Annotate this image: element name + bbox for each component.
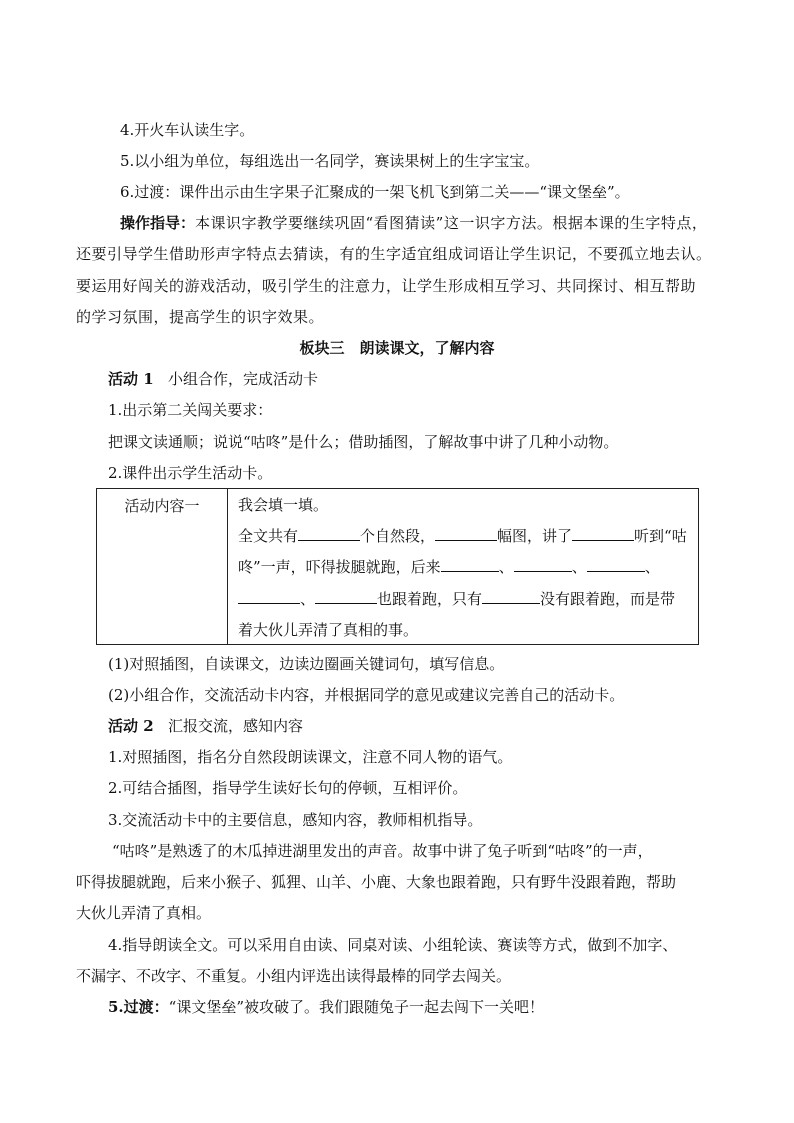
card-text: 幅图，讲了 — [497, 527, 573, 545]
summary-line-1: “咕咚”是熟透了的木瓜掉进湖里发出的声音。故事中讲了兔子听到“咕咚”的一声， — [112, 842, 653, 860]
blank-animal-2[interactable] — [514, 557, 572, 572]
card-text: 咚”一声，吓得拔腿就跑，后来 — [238, 558, 441, 576]
card-text: 、 — [498, 558, 514, 576]
blank-animal-5[interactable] — [315, 589, 377, 604]
transition-line — [108, 997, 544, 1017]
activity-card-header-cell — [97, 489, 228, 645]
step-6-text: 6.过渡：课件出示由生字果子汇聚成的一架飞机飞到第二关——“课文堡垒”。 — [120, 183, 630, 201]
after-table-2: (2)小组合作，交流活动卡内容，并根据同学的意见或建议完善自己的活动卡。 — [108, 686, 625, 704]
card-text: 没有跟着跑，而是带 — [540, 590, 676, 608]
card-text: 也跟着跑，只有 — [377, 590, 483, 608]
card-line-3 — [238, 557, 660, 577]
activity-card-header: 活动内容一 — [124, 497, 200, 515]
activity-2-title: 汇报交流，感知内容 — [167, 717, 303, 735]
activity-2-heading — [108, 716, 303, 736]
activity-1-label: 活动 1 — [108, 370, 154, 388]
card-text: 个自然段， — [360, 527, 436, 545]
guidance-text: 本课识字教学要继续巩固“看图猜读”这一识字方法。根据本课的生字特点， — [195, 214, 708, 232]
blank-paragraph-count[interactable] — [298, 526, 360, 541]
card-text: 、 — [644, 558, 660, 576]
section-title: 板块三 朗读课文，了解内容 — [299, 339, 495, 357]
guidance-line-1 — [120, 213, 707, 233]
summary-line-2: 吓得拔腿就跑，后来小猴子、狐狸、山羊、小鹿、大象也跟着跑，只有野牛没跟着跑，帮助 — [76, 873, 677, 891]
reading-guidance-2: 不漏字、不改字、不重复。小组内评选出读得最棒的同学去闯关。 — [76, 967, 512, 985]
card-text: 听到“咕 — [634, 527, 687, 545]
activity-2-label: 活动 2 — [108, 717, 154, 735]
card-line-5: 着大伙儿弄清了真相的事。 — [238, 621, 419, 639]
guidance-line-3: 要运用好闯关的游戏活动，吸引学生的注意力，让学生形成相互学习、共同探讨、相互帮助 — [76, 277, 697, 295]
blank-animal-3[interactable] — [587, 557, 645, 572]
card-line-2 — [238, 526, 687, 546]
step-5-text: 5.以小组为单位，每组选出一名同学，赛读果树上的生字宝宝。 — [120, 152, 540, 170]
card-text: 、 — [571, 558, 587, 576]
blank-animal-4[interactable] — [238, 589, 300, 604]
requirement-heading: 1.出示第二关闯关要求： — [108, 401, 273, 419]
activity-1-heading — [108, 369, 318, 389]
card-line-4 — [238, 589, 675, 609]
method-2: 2.可结合插图，指导学生读好长句的停顿，互相评价。 — [108, 779, 468, 797]
activity-card-content-cell — [228, 489, 699, 645]
guidance-line-4: 的学习氛围，提高学生的识字效果。 — [76, 308, 325, 326]
card-text: 全文共有 — [238, 527, 299, 545]
method-1: 1.对照插图，指名分自然段朗读课文，注意不同人物的语气。 — [108, 748, 513, 766]
card-text: 、 — [300, 590, 316, 608]
show-card-text: 2.课件出示学生活动卡。 — [108, 464, 273, 482]
blank-animal-did-not-run[interactable] — [482, 589, 540, 604]
transition-text: “课文堡垒”被攻破了。我们跟随兔子一起去闯下一关吧！ — [168, 998, 545, 1016]
reading-guidance-1: 4.指导朗读全文。可以采用自由读、同桌对读、小组轮读、赛读等方式，做到不加字、 — [108, 936, 678, 954]
activity-card-table — [96, 488, 699, 645]
guidance-line-2: 还要引导学生借助形声字特点去猜读，有的生字适宜组成词语让学生识记，不要孤立地去认。 — [76, 245, 712, 263]
card-line-1: 我会填一填。 — [238, 496, 329, 514]
after-table-1: (1)对照插图，自读课文，边读边圈画关键词句，填写信息。 — [108, 655, 505, 673]
blank-animal-1[interactable] — [441, 557, 499, 572]
blank-picture-count[interactable] — [435, 526, 497, 541]
guidance-label: 操作指导： — [120, 214, 196, 232]
summary-line-3: 大伙儿弄清了真相。 — [76, 904, 212, 922]
step-4-text: 4.开火车认读生字。 — [120, 121, 255, 139]
method-3: 3.交流活动卡中的主要信息，感知内容，教师相机指导。 — [108, 811, 483, 829]
blank-who-heard[interactable] — [572, 526, 634, 541]
transition-label: 5.过渡： — [108, 998, 169, 1016]
requirement-text: 把课文读通顺；说说“咕咚”是什么；借助插图，了解故事中讲了几种小动物。 — [108, 433, 619, 451]
activity-1-title: 小组合作，完成活动卡 — [167, 370, 318, 388]
